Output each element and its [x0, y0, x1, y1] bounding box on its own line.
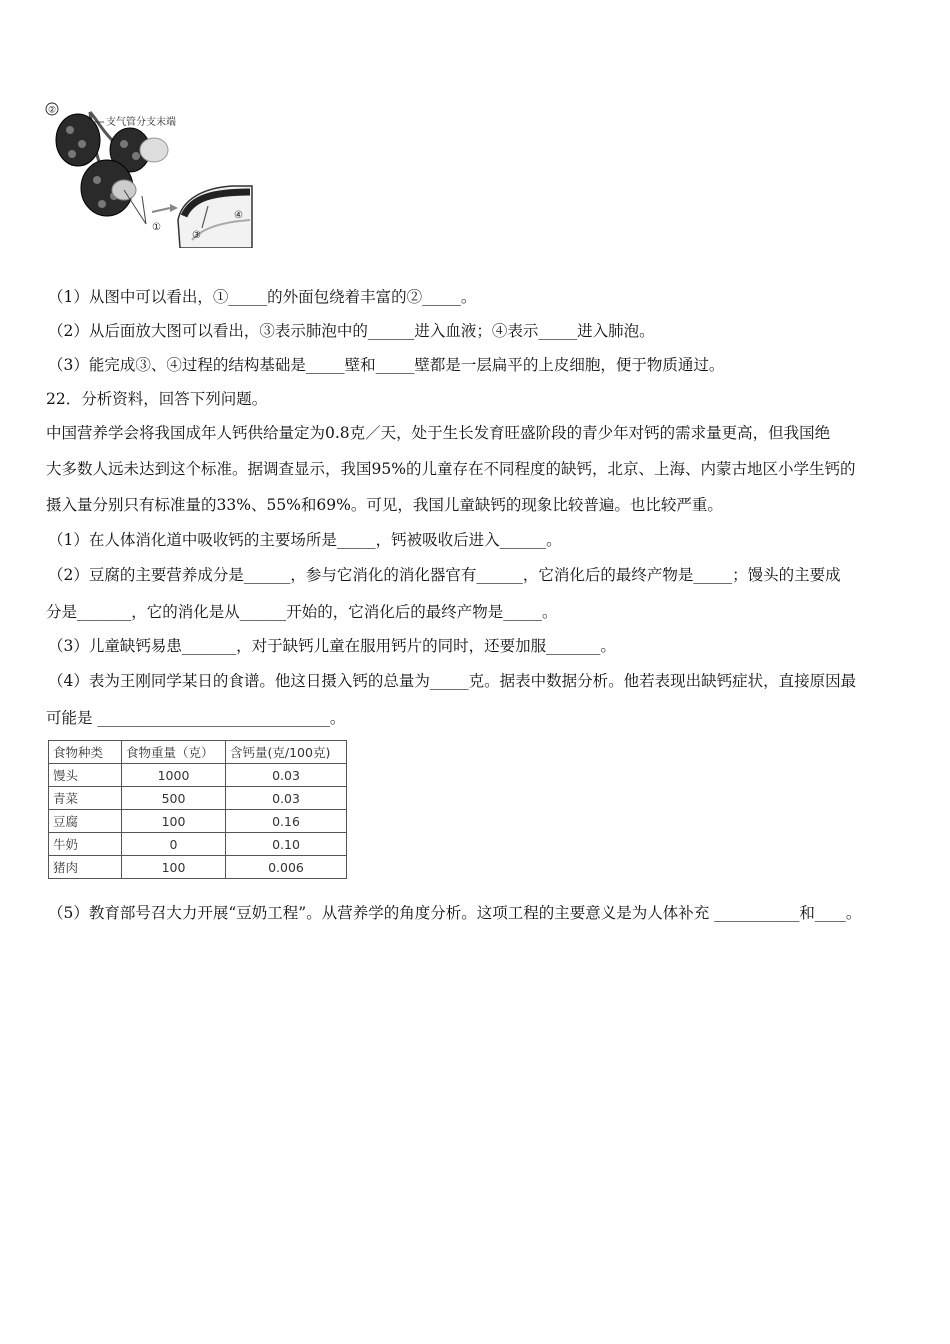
q22-part2-line1: （2）豆腐的主要营养成分是______，参与它消化的消化器官有______，它消化后的最终产物是_____；馒头的主要成 [48, 566, 841, 584]
cell-weight: 1000 [122, 764, 226, 787]
cell-food: 牛奶 [49, 833, 122, 856]
q21-part3: （3）能完成③、④过程的结构基础是_____壁和_____壁都是一层扁平的上皮细胞，便于物质通过。 [48, 356, 725, 374]
q22-part5: （5）教育部号召大力开展“豆奶工程”。从营养学的角度分析。这项工程的主要意义是为人体补充 ___________和____。 [48, 904, 862, 922]
q21-part1: （1）从图中可以看出，①_____的外面包绕着丰富的②_____。 [48, 288, 477, 306]
table-row [49, 833, 347, 856]
table-row [49, 787, 347, 810]
q22-paragraph-line1: 中国营养学会将我国成年人钙供给量定为0.8克／天，处于生长发育旺盛阶段的青少年对钙的需求量更高，但我国绝 [46, 424, 831, 442]
cell-weight: 100 [122, 856, 226, 879]
bronchus-label: 支气管分支末端 [106, 117, 176, 128]
cell-food: 豆腐 [49, 810, 122, 833]
table-row [49, 856, 347, 879]
header-food-weight: 食物重量（克） [122, 741, 226, 764]
alveoli-diagram [42, 100, 257, 248]
q22-part4-line1: （4）表为王刚同学某日的食谱。他这日摄入钙的总量为_____克。据表中数据分析。他若表现出缺钙症状，直接原因最 [48, 672, 857, 690]
cell-food: 馒头 [49, 764, 122, 787]
label-4: ④ [234, 210, 243, 221]
q22-paragraph-line3: 摄入量分别只有标准量的33%、55%和69%。可见，我国儿童缺钙的现象比较普遍。也比较严重。 [46, 496, 723, 514]
q22-part1: （1）在人体消化道中吸收钙的主要场所是_____，钙被吸收后进入______。 [48, 531, 562, 549]
q22-title: 22．分析资料，回答下列问题。 [46, 390, 268, 408]
cell-calcium: 0.006 [226, 856, 347, 879]
cell-weight: 0 [122, 833, 226, 856]
cell-calcium: 0.16 [226, 810, 347, 833]
label-1: ① [152, 222, 161, 233]
cell-calcium: 0.03 [226, 787, 347, 810]
table-row [49, 764, 347, 787]
q21-part2: （2）从后面放大图可以看出，③表示肺泡中的______进入血液；④表示_____进入肺泡。 [48, 322, 655, 340]
cell-weight: 500 [122, 787, 226, 810]
label-3: ③ [192, 230, 201, 241]
cell-calcium: 0.10 [226, 833, 347, 856]
cell-calcium: 0.03 [226, 764, 347, 787]
table-header-row [49, 741, 347, 764]
q22-part2-line2: 分是_______，它的消化是从______开始的，它消化后的最终产物是_____。 [46, 603, 558, 621]
label-2: ② [47, 105, 57, 116]
q22-part3: （3）儿童缺钙易患_______，对于缺钙儿童在服用钙片的同时，还要加服_______。 [48, 637, 616, 655]
food-table [48, 740, 347, 879]
cell-food: 猪肉 [49, 856, 122, 879]
header-calcium: 含钙量(克/100克) [226, 741, 347, 764]
cell-food: 青菜 [49, 787, 122, 810]
cell-weight: 100 [122, 810, 226, 833]
q22-part4-line2: 可能是 ______________________________。 [46, 709, 346, 727]
table-row [49, 810, 347, 833]
q22-paragraph-line2: 大多数人远未达到这个标准。据调查显示，我国95%的儿童存在不同程度的缺钙，北京、上海、内蒙古地区小学生钙的 [46, 460, 856, 478]
header-food-type: 食物种类 [49, 741, 122, 764]
